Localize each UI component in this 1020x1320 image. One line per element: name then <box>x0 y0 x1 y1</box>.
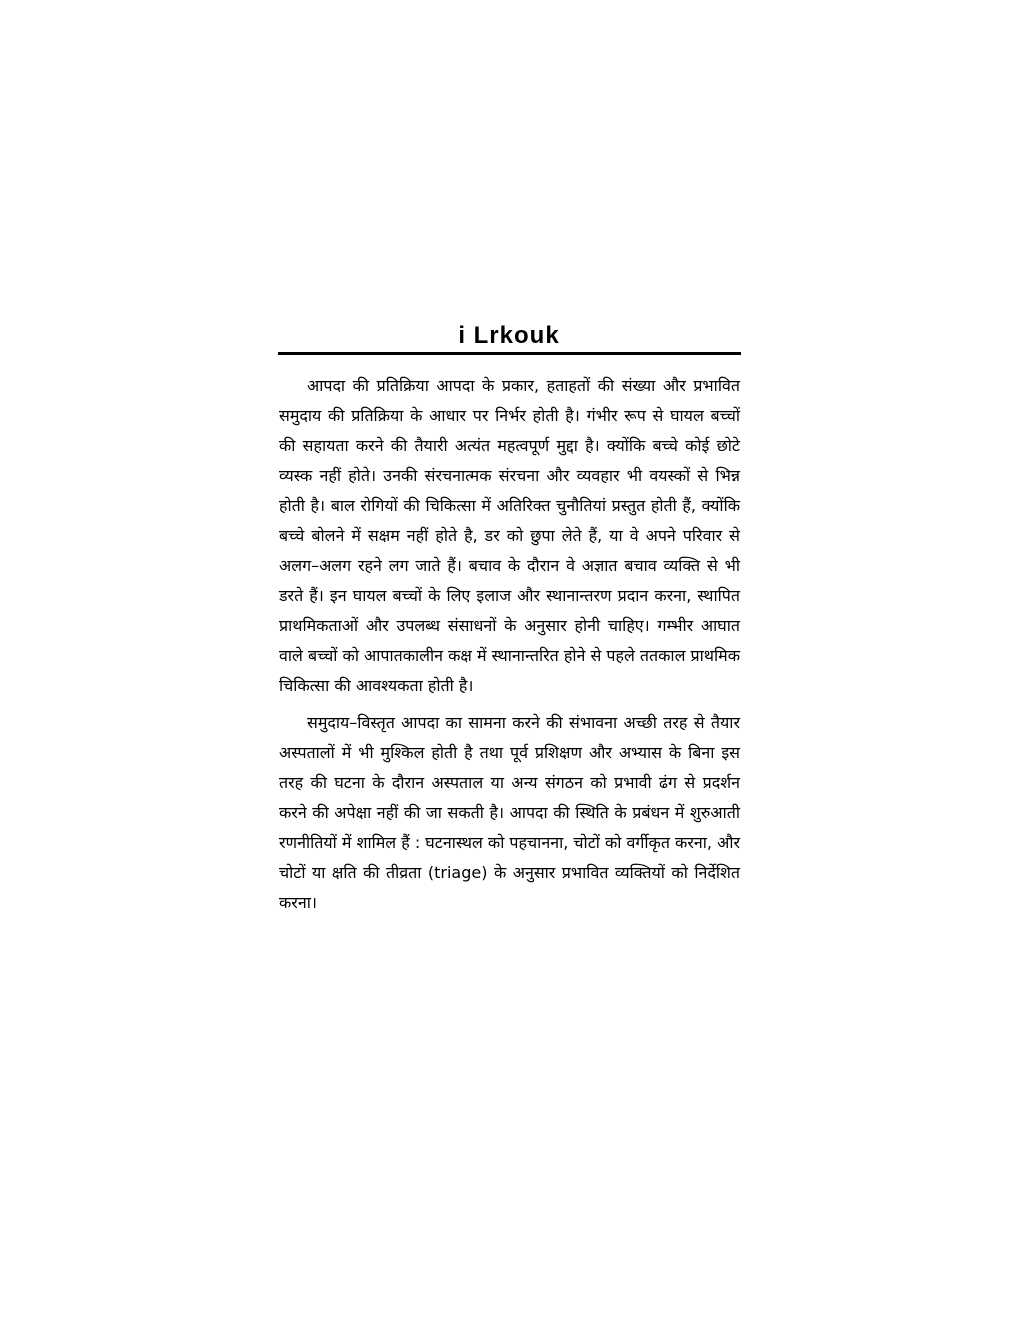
paragraph-2: समुदाय–विस्तृत आपदा का सामना करने की संभावना अच्छी तरह से तैयार अस्पतालों में भी मुश्किल होती है तथा पूर्व प्रशिक्षण और अभ्यास के बिना इस तरह की घटना के दौरान अस्पताल या अन्य संगठन को प्रभावी ढंग से प्रदर्शन करने की अपेक्षा नहीं की जा सकती है। आपदा की स्थिति के प्रबंधन में शुरुआती रणनीतियों में शामिल हैं : घटनास्थल को पहचानना, चोटों को वर्गीकृत करना, और चोटों या क्षति की तीव्रता (triage) के अनुसार प्रभावित व्यक्तियों को निर्देशित करना। <box>279 713 740 912</box>
section-heading: i Lrkouk <box>458 322 560 349</box>
paragraph-1: आपदा की प्रतिक्रिया आपदा के प्रकार, हताहतों की संख्या और प्रभावित समुदाय की प्रतिक्रिया के आधार पर निर्भर होती है। गंभीर रूप से घायल बच्चों की सहायता करने की तैयारी अत्यंत महत्वपूर्ण मुद्दा है। क्योंकि बच्चे कोई छोटे व्यस्क नहीं होते। उनकी संरचनात्मक संरचना और व्यवहार भी वयस्कों से भिन्न होती है। बाल रोगियों की चिकित्सा में अतिरिक्त चुनौतियां प्रस्तुत होती हैं, क्योंकि बच्चे बोलने में सक्षम नहीं होते है, डर को छुपा लेते हैं, या वे अपने परिवार से अलग–अलग रहने लग जाते हैं। बचाव के दौरान वे अज्ञात बचाव व्यक्ति से भी डरते हैं। इन घायल बच्चों के लिए इलाज और स्थानान्तरण प्रदान करना, स्थापित प्राथमिकताओं और उपलब्ध संसाधनों के अनुसार होनी चाहिए। गम्भीर आघात वाले बच्चों को आपातकालीन कक्ष में स्थानान्तरित होने से पहले ततकाल प्राथमिक चिकित्सा की आवश्यकता होती है। <box>279 376 740 695</box>
heading-underline <box>278 352 741 355</box>
body-text <box>279 371 740 918</box>
